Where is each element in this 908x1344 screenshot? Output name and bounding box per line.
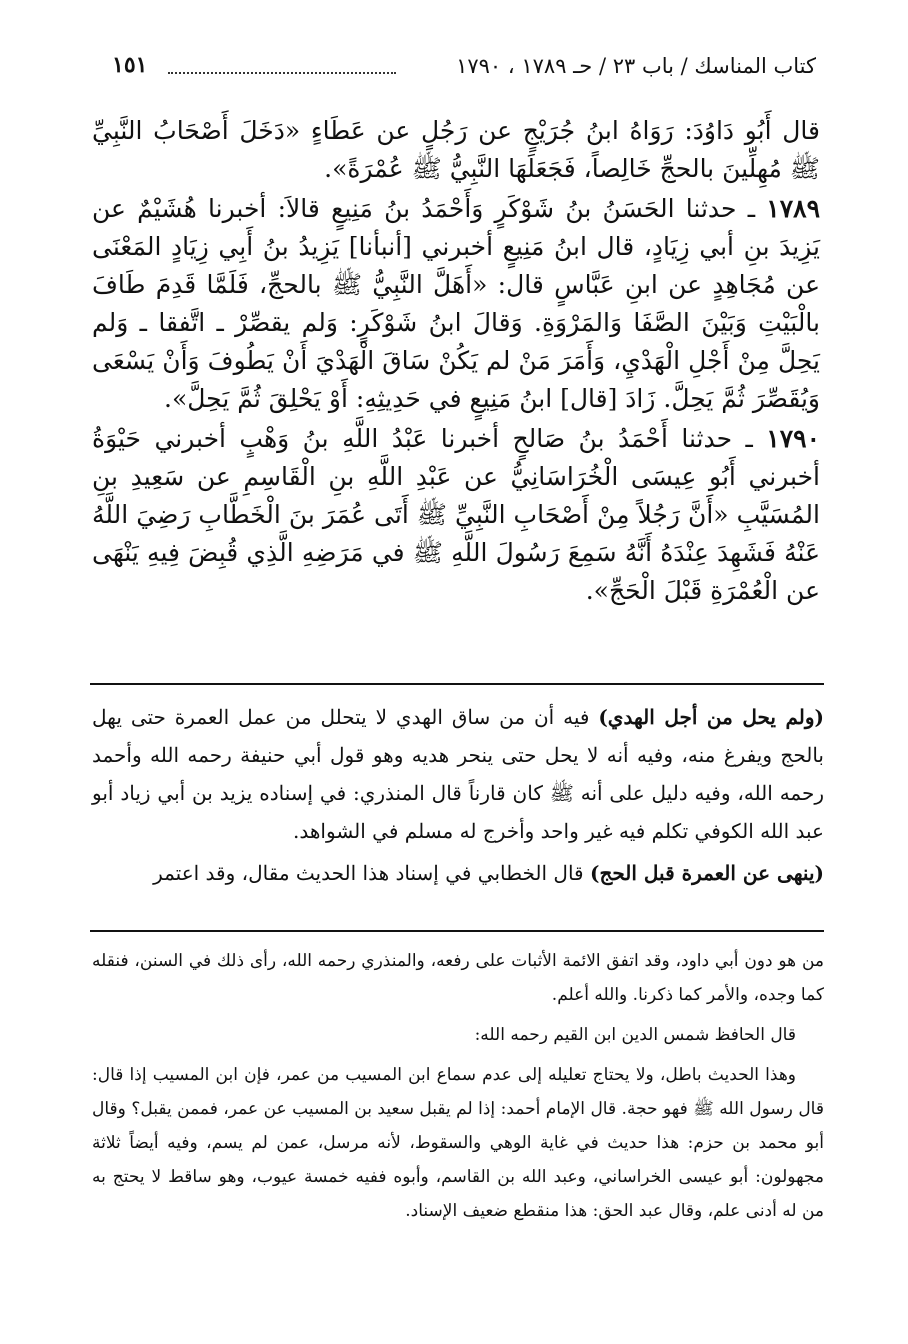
hadith-1789 bbox=[92, 190, 820, 418]
commentary-lemma: (ينهى عن العمرة قبل الحج) bbox=[589, 861, 824, 885]
commentary bbox=[92, 698, 824, 896]
commentary-paragraph bbox=[92, 698, 824, 850]
commentary-text: قال الخطابي في إسناد هذا الحديث مقال، وقد اعتمر bbox=[153, 861, 584, 885]
commentary-lemma: (ولم يحل من أجل الهدي) bbox=[598, 705, 824, 729]
commentary-text: فيه أن من ساق الهدي لا يتحلل من عمل العمرة حتى يهل بالحج ويفرغ منه، وفيه أنه لا يحل حتى ينحر هديه وهو قول أبي حنيفة رحمه الله وأحمد رحمه الله، وفيه دليل على أنه ﷺ كان قارناً قال المنذري: في إسناده يزيد بن أبي زياد أبو عبد الله الكوفي تكلم فيه غير واحد وأخرج له مسلم في الشواهد. bbox=[92, 705, 824, 843]
footnote-rule bbox=[90, 930, 824, 932]
page-number: ١٥١ bbox=[112, 52, 148, 78]
hadith-body: ـ حدثنا أَحْمَدُ بنُ صَالحٍ أخبرنا عَبْدُ اللَّهِ بنُ وَهْبٍ أخبرني حَيْوَةُ أخبرني أَبُو عِيسَى الْخُرَاسَانِيُّ عن عَبْدِ اللَّهِ بنِ الْقَاسِمِ عن سَعِيدِ بنِ المُسَيَّبِ «أَنَّ رَجُلاً مِنْ أَصْحَابِ النَّبِيِّ ﷺ أَتَى عُمَرَ بنَ الْخَطَّابِ رَضِيَ اللَّهُ عَنْهُ فَشَهِدَ عِنْدَهُ أَنَّهُ سَمِعَ رَسُولَ اللَّهِ ﷺ في مَرَضِهِ الَّذِي قُبِضَ فِيهِ يَنْهَى عن الْعُمْرَةِ قَبْلَ الْحَجِّ». bbox=[92, 424, 820, 605]
footnote-paragraph: وهذا الحديث باطل، ولا يحتاج تعليله إلى عدم سماع ابن المسيب من عمر، فإن ابن المسيب إذا قال: قال رسول الله ﷺ فهو حجة. قال الإمام أحمد: إذا لم يقبل سعيد بن المسيب عن عمر، فممن يقبل؟ وقال أبو محمد بن حزم: هذا حديث في غاية الوهي والسقوط، لأنه مرسل، عمن لم يسم، وفيه أيضاً ثلاثة مجهولون: أبو عيسى الخراساني، وعبد الله بن القاسم، وأبوه ففيه خمسة عيوب، وهو ساقط لا يحتج به من له أدنى علم، وقال عبد الحق: هذا منقطع ضعيف الإسناد. bbox=[92, 1065, 824, 1221]
footnote bbox=[92, 944, 824, 1234]
abu-dawud-note: قال أَبُو دَاوُدَ: رَوَاهُ ابنُ جُرَيْجٍ عن رَجُلٍ عن عَطَاءٍ «دَخَلَ أَصْحَابُ النَّبِيِّ ﷺ مُهِلِّينَ بالحجِّ خَالِصاً، فَجَعَلَهَا النَّبِيُّ ﷺ عُمْرَةً». bbox=[92, 116, 820, 183]
footnote-heading: قال الحافظ شمس الدين ابن القيم رحمه الله: bbox=[474, 1025, 796, 1045]
hadith-1790 bbox=[92, 420, 820, 610]
running-title: كتاب المناسك / باب ٢٣ / حـ ١٧٨٩ ، ١٧٩٠ bbox=[456, 54, 816, 78]
footnote-paragraph: من هو دون أبي داود، وقد اتفق الائمة الأثبات على رفعه، والمنذري رحمه الله، رأى ذلك في السنن، فنقله كما وجده، والأمر كما ذكرنا. والله أعلم. bbox=[92, 951, 824, 1005]
hadith-body: ـ حدثنا الحَسَنُ بنُ شَوْكَرٍ وَأَحْمَدُ بنُ مَنِيعٍ قالاَ: أخبرنا هُشَيْمٌ عن يَزِيدَ بنِ أبي زِيَادٍ، قال ابنُ مَنِيعٍ أخبرني [أنبأنا] يَزِيدُ بنُ أَبِي زِيَادٍ المَعْنَى عن مُجَاهِدٍ عن ابنِ عَبَّاسٍ قال: «أَهَلَّ النَّبِيُّ ﷺ بالحجِّ، فَلَمَّا قَدِمَ طَافَ بالْبَيْتِ وَبَيْنَ الصَّفَا وَالمَرْوَةِ. وَقالَ ابنُ شَوْكَرٍ: وَلم يقصِّرْ ـ اتَّفقا ـ وَلم يَحِلَّ مِنْ أَجْلِ الْهَدْيِ، وَأَمَرَ مَنْ لم يَكُنْ سَاقَ الْهَدْيَ أَنْ يَطُوفَ وَأَنْ يَسْعَى وَيُقَصِّرَ ثُمَّ يَحِلَّ. زَادَ [قال] ابنُ مَنِيعٍ في حَدِيثِهِ: أَوْ يَحْلِقَ ثُمَّ يَحِلَّ». bbox=[92, 194, 820, 413]
hadith-number: ١٧٩٠ bbox=[766, 424, 820, 453]
commentary-paragraph bbox=[92, 854, 824, 892]
header-dotted-leader bbox=[168, 72, 396, 74]
hadith-number: ١٧٨٩ bbox=[766, 194, 821, 223]
page-header bbox=[112, 50, 816, 86]
separator-rule bbox=[90, 683, 824, 685]
hadith-text bbox=[92, 112, 820, 612]
